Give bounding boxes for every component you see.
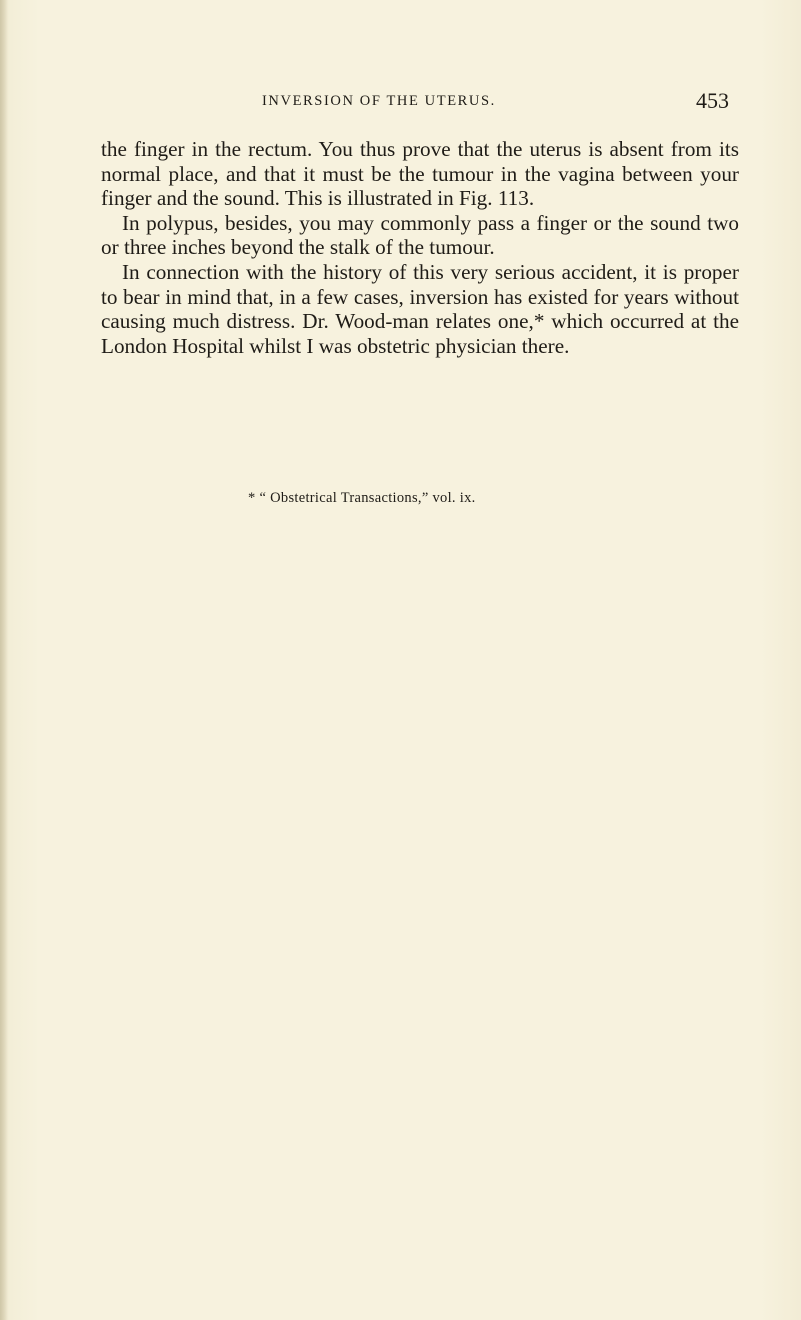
footnote: * “ Obstetrical Transactions,” vol. ix. <box>248 490 476 506</box>
paragraph-continuation: the finger in the rectum. You thus prove that the uterus is absent from its normal place, and that it must be the tumour in the vagina between your finger and the sound. This is illustrated in Fig. 113. <box>101 137 739 211</box>
body-text <box>101 137 739 358</box>
paragraph-history: In connection with the history of this very serious accident, it is proper to bear in mind that, in a few cases, inversion has existed for years without causing much distress. Dr. Wood-man relates one,* which occurred at the London Hospital whilst I was obstetric physician there. <box>101 259 739 358</box>
running-header <box>0 88 801 118</box>
page-gutter-shadow <box>0 0 8 1320</box>
paragraph-polypus: In polypus, besides, you may commonly pass a finger or the sound two or three inches beyond the stalk of the tumour. <box>101 210 739 260</box>
running-title: INVERSION OF THE UTERUS. <box>262 93 496 109</box>
page-number: 453 <box>696 88 729 113</box>
